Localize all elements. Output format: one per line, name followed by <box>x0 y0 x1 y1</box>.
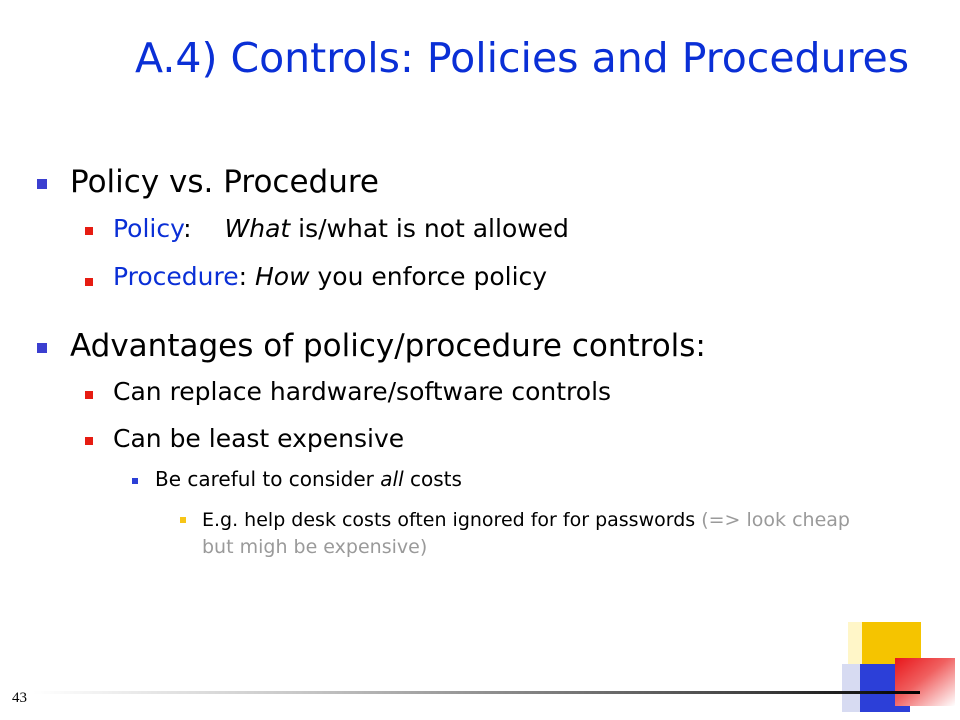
example-text: E.g. help desk costs often ignored for for passwords <box>202 509 702 531</box>
example-paren-1: (=> look cheap <box>701 509 850 531</box>
example-line <box>202 507 850 561</box>
procedure-colon: : <box>238 262 255 291</box>
bullet-level2 <box>85 437 93 445</box>
slide-title: A.4) Controls: Policies and Procedures <box>135 34 910 82</box>
procedure-line <box>113 262 547 291</box>
bullet-level2 <box>85 227 93 235</box>
careful-line <box>155 467 462 491</box>
careful-pre: Be careful to consider <box>155 467 381 491</box>
corner-decor-red <box>895 658 955 706</box>
policy-term: Policy <box>113 214 184 243</box>
advantage-least-expensive: Can be least expensive <box>113 424 405 453</box>
bullet-level2 <box>85 391 93 399</box>
heading-policy-vs-procedure: Policy vs. Procedure <box>70 164 379 200</box>
careful-post: costs <box>403 467 462 491</box>
bullet-level3 <box>132 478 138 484</box>
bullet-level4 <box>180 517 186 523</box>
example-paren-2: but migh be expensive) <box>202 536 428 558</box>
careful-all: all <box>380 467 404 491</box>
policy-line <box>113 214 569 243</box>
slide-number: 43 <box>12 690 27 706</box>
procedure-term: Procedure <box>113 262 239 291</box>
policy-rest: is/what is not allowed <box>290 214 569 243</box>
procedure-rest: you enforce policy <box>309 262 548 291</box>
bullet-level2 <box>85 278 93 286</box>
bullet-level1 <box>37 179 47 189</box>
advantage-replace: Can replace hardware/software controls <box>113 377 612 406</box>
policy-what: What <box>224 214 291 243</box>
policy-colon: : <box>183 214 192 243</box>
bullet-level1 <box>37 343 47 353</box>
procedure-how: How <box>255 262 310 291</box>
footer-rule <box>33 691 920 694</box>
heading-advantages: Advantages of policy/procedure controls: <box>70 328 706 364</box>
